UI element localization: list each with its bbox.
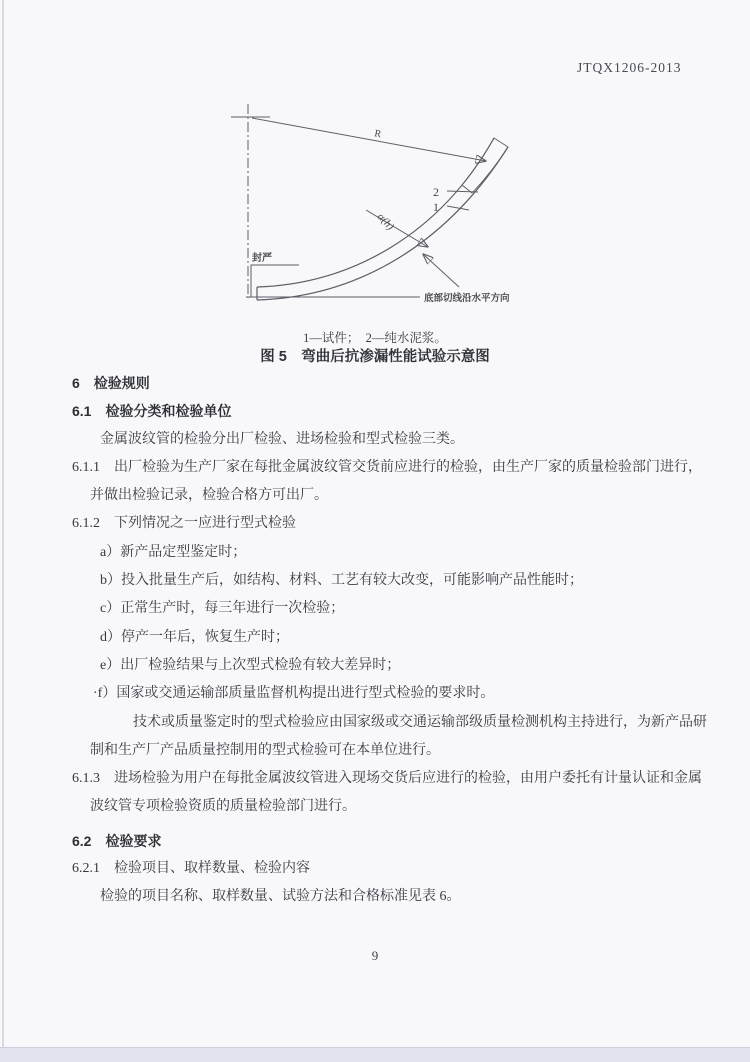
radius-label: R (373, 128, 383, 141)
text-line: ·f）国家或交通运输部质量监督机构提出进行型式检验的要求时。 (93, 686, 495, 702)
figure-caption: 图 5 弯曲后抗渗漏性能试验示意图 (260, 349, 490, 365)
text-line: 波纹管专项检验资质的质量检验部门进行。 (90, 799, 356, 815)
text-line: d）停产一年后，恢复生产时； (100, 629, 289, 645)
seal-bracket (251, 265, 299, 297)
text-line: c）正常生产时，每三年进行一次检验； (100, 601, 345, 617)
document-code: JTQX1206-2013 (577, 60, 682, 75)
text-line: 6.1 检验分类和检验单位 (72, 403, 232, 420)
callout-1-label: 1 (433, 200, 439, 214)
text-line: 6.2 检验要求 (72, 832, 162, 849)
angle-label: α(h) (374, 210, 397, 233)
text-line: e）出厂检验结果与上次型式检验有较大差异时； (100, 657, 401, 673)
text-line: a）新产品定型鉴定时； (100, 544, 247, 560)
page-edge-bottom (0, 1047, 750, 1062)
figure-5-diagram (220, 95, 542, 333)
text-line: 并做出检验记录，检验合格方可出厂。 (90, 488, 328, 504)
text-line: 6.1.2 下列情况之一应进行型式检验 (72, 516, 296, 532)
text-line: 6 检验规则 (72, 375, 150, 391)
radius-line (252, 118, 486, 161)
page-number: 9 (371, 948, 379, 963)
text-line: 检验的项目名称、取样数量、试验方法和合格标准见表 6。 (100, 889, 461, 905)
text-line: 技术或质量鉴定时的型式检验应由国家级或交通运输部级质量检测机构主持进行，为新产品研 (133, 714, 707, 730)
callout-1-leader (447, 206, 469, 210)
text-line: 金属波纹管的检验分出厂检验、进场检验和型式检验三类。 (100, 431, 464, 447)
text-line: 6.1.3 进场检验为用户在每批金属波纹管进入现场交货后应进行的检验，由用户委托有计量认证和金属 (72, 771, 702, 787)
text-line: 制和生产厂产品质量控制用的型式检验可在本单位进行。 (90, 742, 440, 758)
wall-pointer-arrow (423, 254, 459, 287)
body-text (72, 369, 707, 912)
text-line: 6.1.1 出厂检验为生产厂家在每批金属波纹管交货前应进行的检验，由生产厂家的质量检验部门进行， (72, 459, 702, 475)
figure-legend: 1—试件； 2—纯水泥浆。 (303, 331, 447, 345)
seal-label: 封严 (252, 253, 272, 264)
page-edge-left (2, 0, 4, 1047)
text-line: b）投入批量生产后，如结构、材料、工艺有较大改变，可能影响产品性能时； (100, 573, 583, 589)
bottom-tangent-label: 底部切线沿水平方向 (424, 294, 510, 304)
cement-grout-region (462, 138, 508, 193)
text-line: 6.2.1 检验项目、取样数量、检验内容 (72, 861, 310, 877)
callout-2-label: 2 (433, 185, 439, 199)
